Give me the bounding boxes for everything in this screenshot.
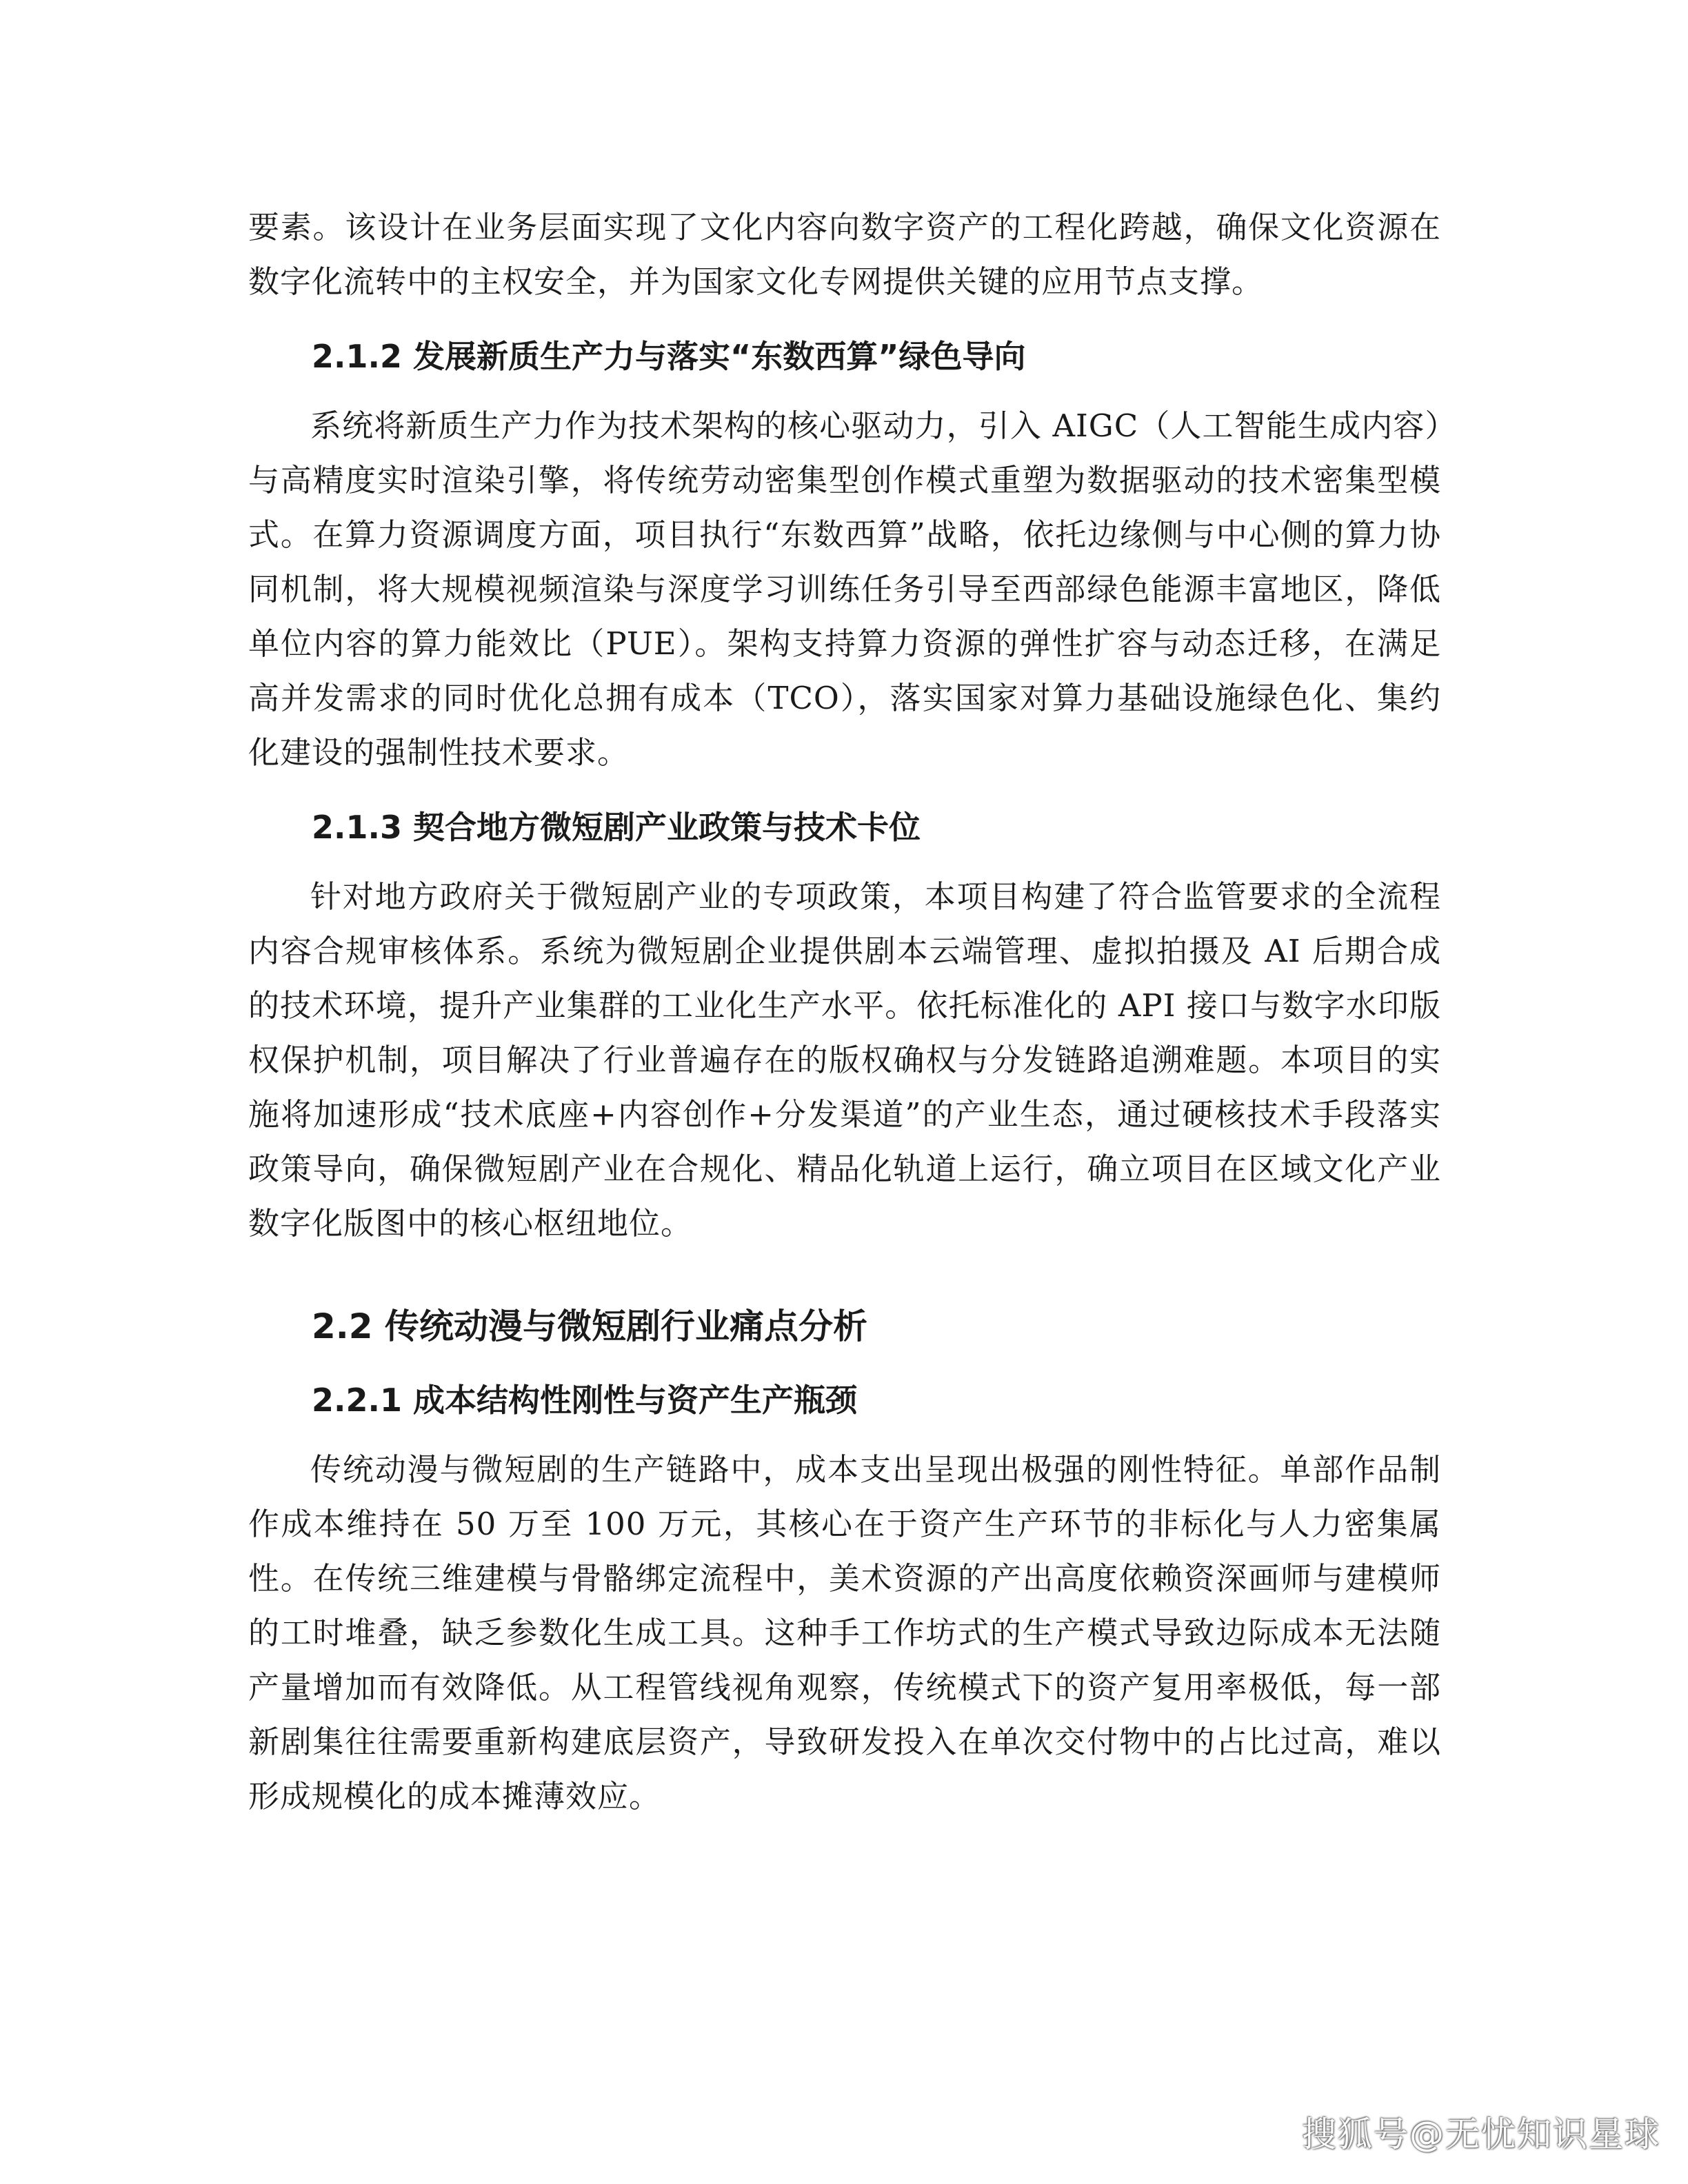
intro-paragraph: 要素。该设计在业务层面实现了文化内容向数字资产的工程化跨越，确保文化资源在数字化流转中的主权安全，并为国家文化专网提供关键的应用节点支撑。 bbox=[248, 209, 1441, 300]
section-2-1-3-heading: 2.1.3 契合地方微短剧产业政策与技术卡位 bbox=[312, 809, 921, 846]
document-page bbox=[248, 200, 1441, 1823]
section-2-2-1-heading: 2.2.1 成本结构性刚性与资产生产瓶颈 bbox=[312, 1382, 857, 1419]
section-2-1-3-body: 针对地方政府关于微短剧产业的专项政策，本项目构建了符合监管要求的全流程内容合规审核体系。系统为微短剧企业提供剧本云端管理、虚拟拍摄及 AI 后期合成的技术环境，提升产业集群的工业化生产水平。依托标准化的 API 接口与数字水印版权保护机制，项目解决了行业普遍存在的版权确权与分发链路追溯难题。本项目的实施将加速形成“技术底座+内容创作+分发渠道”的产业生态，通过硬核技术手段落实政策导向，确保微短剧产业在合规化、精品化轨道上运行，确立项目在区域文化产业数字化版图中的核心枢纽地位。 bbox=[248, 878, 1441, 1242]
section-2-1-2-body: 系统将新质生产力作为技术架构的核心驱动力，引入 AIGC（人工智能生成内容）与高精度实时渲染引擎，将传统劳动密集型创作模式重塑为数据驱动的技术密集型模式。在算力资源调度方面，项目执行“东数西算”战略，依托边缘侧与中心侧的算力协同机制，将大规模视频渲染与深度学习训练任务引导至西部绿色能源丰富地区，降低单位内容的算力能效比（PUE）。架构支持算力资源的弹性扩容与动态迁移，在满足高并发需求的同时优化总拥有成本（TCO），落实国家对算力基础设施绿色化、集约化建设的强制性技术要求。 bbox=[248, 407, 1441, 771]
section-2-2-heading: 2.2 传统动漫与微短剧行业痛点分析 bbox=[312, 1306, 867, 1346]
section-2-1-2-heading: 2.1.2 发展新质生产力与落实“东数西算”绿色导向 bbox=[312, 338, 1026, 375]
source-watermark: 搜狐号@无忧知识星球 bbox=[1302, 2114, 1660, 2154]
section-2-2-1-body: 传统动漫与微短剧的生产链路中，成本支出呈现出极强的刚性特征。单部作品制作成本维持在 50 万至 100 万元，其核心在于资产生产环节的非标化与人力密集属性。在传统三维建模与骨骼绑定流程中，美术资源的产出高度依赖资深画师与建模师的工时堆叠，缺乏参数化生成工具。这种手工作坊式的生产模式导致边际成本无法随产量增加而有效降低。从工程管线视角观察，传统模式下的资产复用率极低，每一部新剧集往往需要重新构建底层资产，导致研发投入在单次交付物中的占比过高，难以形成规模化的成本摊薄效应。 bbox=[248, 1451, 1441, 1814]
